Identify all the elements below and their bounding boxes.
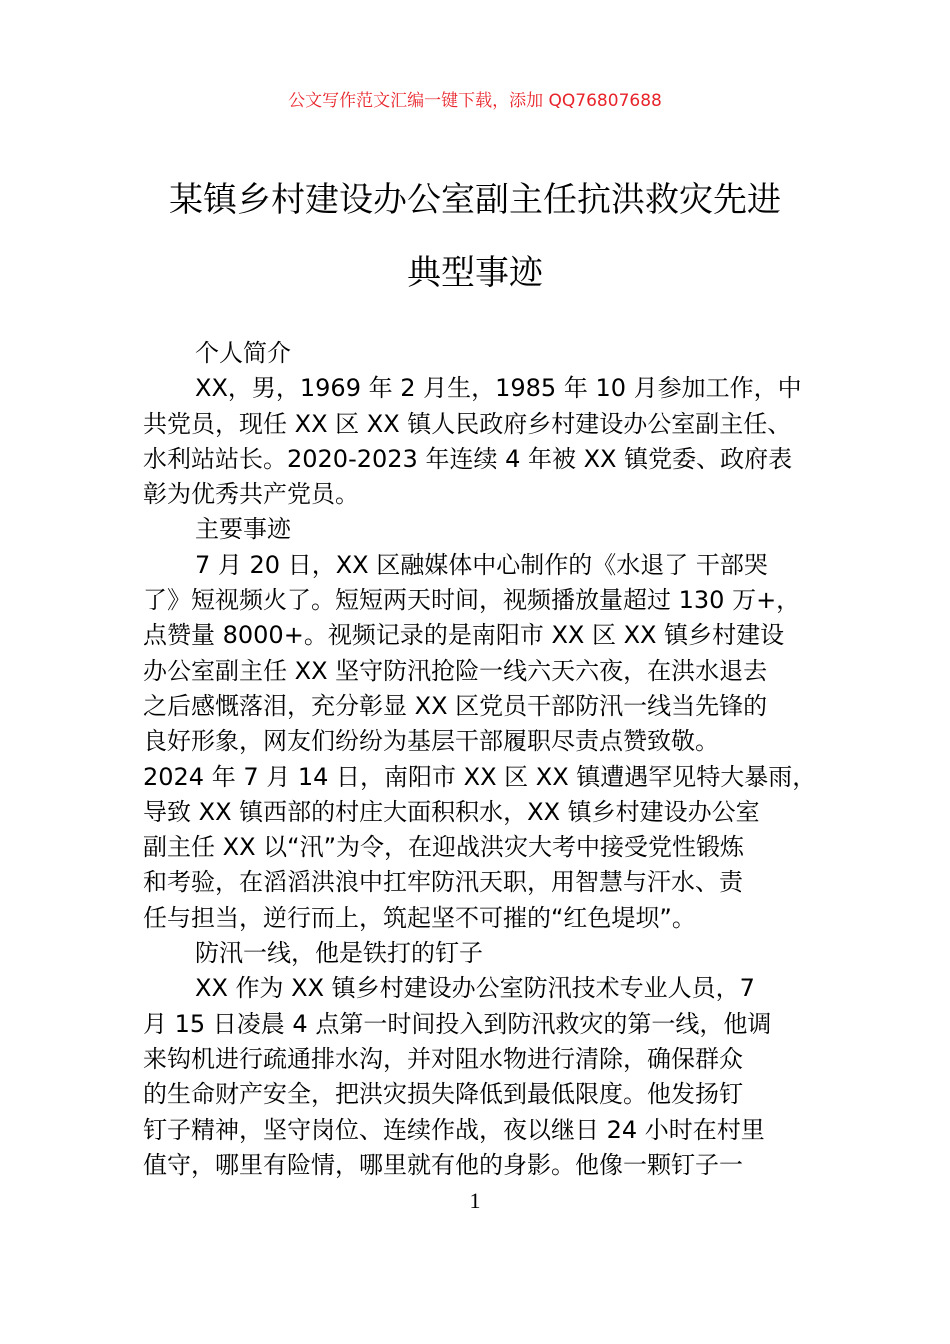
paragraph-line: 副主任 XX 以“汛”为令，在迎战洪灾大考中接受党性锻炼	[143, 833, 745, 862]
paragraph-line: 点赞量 8000+。视频记录的是南阳市 XX 区 XX 镇乡村建设	[143, 621, 785, 650]
paragraph-line: 和考验，在滔滔洪浪中扛牢防汛天职，用智慧与汗水、责	[143, 868, 743, 897]
page-number: 1	[469, 1188, 481, 1213]
paragraph-line: XX 作为 XX 镇乡村建设办公室防汛技术专业人员，7	[195, 974, 755, 1003]
paragraph-line: 的生命财产安全，把洪灾损失降低到最低限度。他发扬钉	[143, 1080, 743, 1109]
paragraph-line: 共党员，现任 XX 区 XX 镇人民政府乡村建设办公室副主任、	[143, 409, 792, 438]
paragraph-line: 来钩机进行疏通排水沟，并对阻水物进行清除，确保群众	[143, 1044, 743, 1073]
paragraph-line: 了》短视频火了。短短两天时间，视频播放量超过 130 万+，	[143, 586, 801, 615]
paragraph-line: 值守，哪里有险情，哪里就有他的身影。他像一颗钉子一	[143, 1150, 743, 1179]
paragraph-line: XX，男，1969 年 2 月生，1985 年 10 月参加工作，中	[195, 374, 802, 403]
paragraph-line: 任与担当，逆行而上，筑起坚不可摧的“红色堤坝”。	[143, 903, 696, 932]
paragraph-line: 2024 年 7 月 14 日，南阳市 XX 区 XX 镇遭遇罕见特大暴雨，	[143, 762, 817, 791]
paragraph-line: 月 15 日凌晨 4 点第一时间投入到防汛救灾的第一线，他调	[143, 1009, 772, 1038]
paragraph-line: 办公室副主任 XX 坚守防汛抢险一线六天六夜，在洪水退去	[143, 656, 768, 685]
paragraph-line: 导致 XX 镇西部的村庄大面积积水，XX 镇乡村建设办公室	[143, 797, 760, 826]
document-body	[143, 336, 833, 1183]
section-heading-profile: 个人简介	[195, 339, 291, 367]
paragraph-line: 水利站站长。2020-2023 年连续 4 年被 XX 镇党委、政府表	[143, 444, 793, 473]
paragraph-line: 之后感慨落泪，充分彰显 XX 区党员干部防汛一线当先锋的	[143, 691, 768, 720]
document-title-line-1: 某镇乡村建设办公室副主任抗洪救灾先进	[169, 180, 781, 220]
paragraph-line: 7 月 20 日，XX 区融媒体中心制作的《水退了 干部哭	[195, 550, 768, 579]
paragraph-line: 彰为优秀共产党员。	[143, 480, 359, 509]
document-title-line-2: 典型事迹	[407, 253, 543, 293]
download-banner: 公文写作范文汇编一键下载，添加 QQ76807688	[288, 91, 662, 111]
section-heading-main-deeds: 主要事迹	[195, 515, 291, 544]
paragraph-line: 良好形象，网友们纷纷为基层干部履职尽责点赞致敬。	[143, 727, 719, 756]
paragraph-line: 钉子精神，坚守岗位、连续作战，夜以继日 24 小时在村里	[143, 1115, 765, 1144]
section-heading-flood-frontline: 防汛一线，他是铁打的钉子	[195, 939, 483, 968]
